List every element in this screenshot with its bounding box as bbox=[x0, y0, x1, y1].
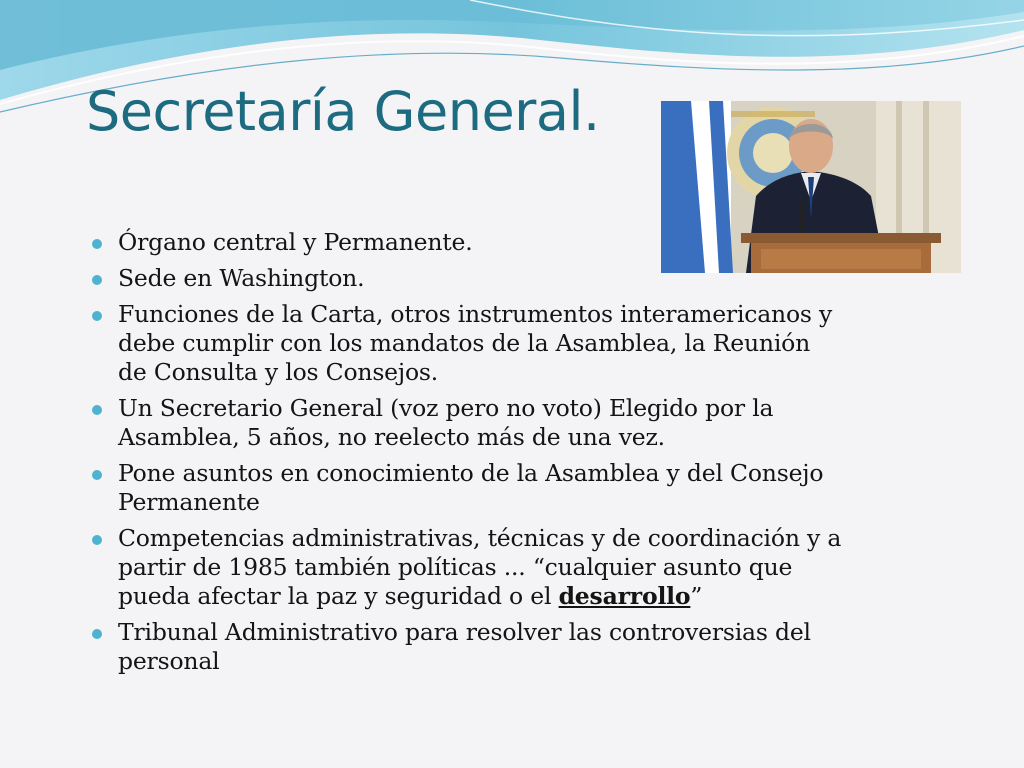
bullet-dot-icon bbox=[92, 405, 102, 415]
bullet-dot-icon bbox=[92, 239, 102, 249]
bullet-pone-asuntos: Pone asuntos en conocimiento de la Asamblea y del Consejo Permanente bbox=[90, 459, 960, 517]
bullet-secretario-general: Un Secretario General (voz pero no voto) Elegido por la Asamblea, 5 años, no reelecto más de una vez. bbox=[90, 394, 960, 452]
emphasis-desarrollo: desarrollo bbox=[558, 582, 691, 610]
bullet-sede: Sede en Washington. bbox=[90, 264, 960, 293]
bullet-dot-icon bbox=[92, 470, 102, 480]
bullet-competencias: Competencias administrativas, técnicas y de coordinación y a partir de 1985 también políticas ... “cualquier asunto que pueda afectar la paz y seguridad o el desarrollo” bbox=[90, 524, 960, 611]
bullet-dot-icon bbox=[92, 275, 102, 285]
bullet-dot-icon bbox=[92, 629, 102, 639]
bullet-list bbox=[90, 228, 960, 683]
bullet-dot-icon bbox=[92, 311, 102, 321]
slide-title: Secretaría General. bbox=[86, 80, 600, 143]
bullet-funciones: Funciones de la Carta, otros instrumentos interamericanos y debe cumplir con los mandatos de la Asamblea, la Reunión de Consulta y los Consejos. bbox=[90, 300, 960, 387]
bullet-dot-icon bbox=[92, 535, 102, 545]
bullet-organo-central: Órgano central y Permanente. bbox=[90, 228, 960, 257]
bullet-tribunal: Tribunal Administrativo para resolver las controversias del personal bbox=[90, 618, 960, 676]
